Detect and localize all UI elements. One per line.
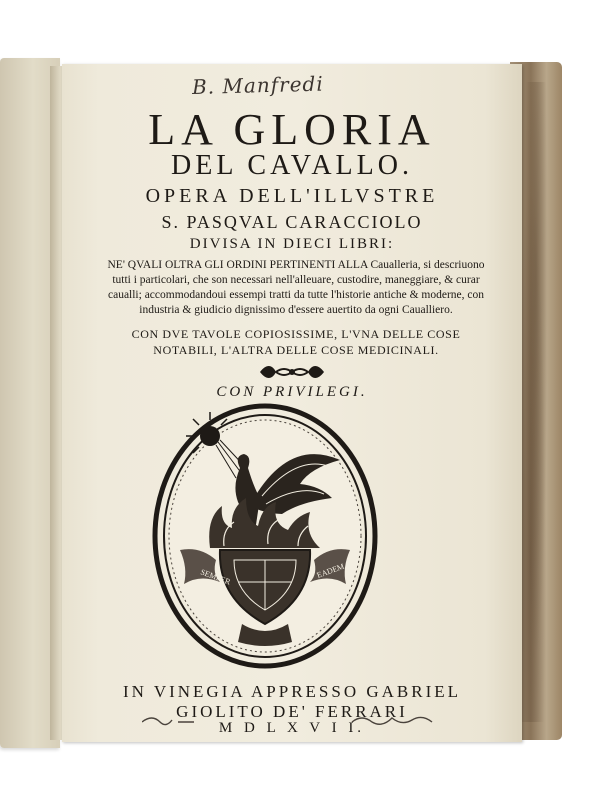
phoenix-device-emblem: [150, 398, 380, 670]
imprint-date: M D L X V I I.: [218, 720, 366, 736]
imprint-line-2: GIOLITO DE' FERRARI: [176, 702, 408, 721]
device-motto-right: EADEM: [315, 561, 346, 580]
ownership-inscription: B. Manfredi: [191, 71, 325, 100]
tavole-note: CON DVE TAVOLE COPIOSISSIME, L'VNA DELLE COSE NOTABILI, L'ALTRA DELLE COSE MEDICINALI.: [131, 327, 461, 357]
title-line-5: DIVISA IN DIECI LIBRI:: [189, 236, 395, 252]
title-line-2: DEL CAVALLO.: [171, 150, 413, 181]
fleuron-ornament: [258, 364, 326, 380]
privilegi-line: CON PRIVILEGI.: [216, 384, 368, 400]
title-line-1: LA GLORIA: [148, 105, 436, 154]
title-line-3: OPERA DELL'ILLVSTRE: [145, 185, 439, 207]
title-page: [62, 64, 522, 742]
description-paragraph: NE' QVALI OLTRA GLI ORDINI PERTINENTI ALLA Caualleria, si descriuono tutti i particolari, che son necessari nell'alleuare, custodire, maneggiare, & curar caualli; accommodandoui essempi tratti da tutte l'historie antiche & moderne, con industria & giudicio dignissimo d'essere auertito da ogni Caualliero.: [107, 259, 485, 316]
handwritten-scribble: [142, 710, 442, 730]
title-line-4: S. PASQVAL CARACCIOLO: [161, 212, 423, 232]
imprint-line-1: IN VINEGIA APPRESSO GABRIEL: [122, 682, 462, 701]
device-motto-left: SEMPER: [199, 567, 232, 587]
